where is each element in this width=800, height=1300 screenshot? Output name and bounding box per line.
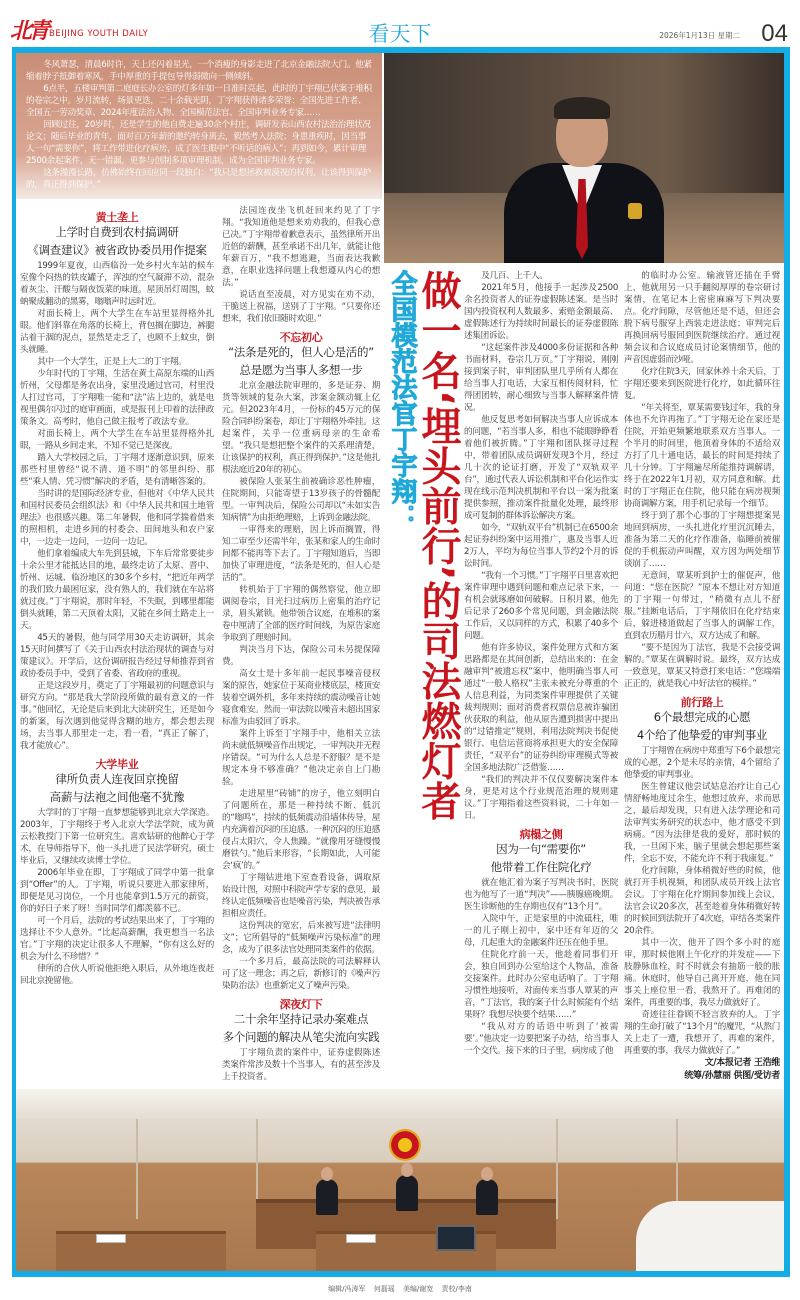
section-subheading: 上学时自费到农村搞调研 [55, 225, 179, 239]
section-subheading: 律所负责人连夜回京挽留 [55, 772, 179, 786]
article-paragraph: 对面长椅上，两个大学生在车站里显得格外扎眼。他们斜靠在角落的长椅上，背包搁在脚边，裤腿沾着干涸的泥点，显然是走乏了，也顾不上蚊虫，倒头就睡。 [20, 309, 214, 355]
article-paragraph: 化疗住院3天，回家休养十余天后，丁宇翔还要来到医院进行化疗，如此循环往复。 [624, 367, 780, 401]
article-paragraph: 化疗间隙，身体稍微好些的时候，他就打开手机视频，和团队成员开线上法官会议。丁宇翔在化疗期间参加线上会议，法官会议20多次，甚至趁着身体稍微好转的时候回到法院开了4次庭，审结各类案件20余件。 [624, 866, 780, 936]
section-subheading: 6个最想完成的心愿 [653, 710, 751, 724]
byline: 统筹/孙慧丽 供图/受访者 [684, 1071, 780, 1081]
article-paragraph: “这起案件涉及4000多份证据和各种书面材料，卷宗几万页。”丁宇翔说，刚刚接到案子时，审判团队里几乎所有人都在给当事人打电话，大家互相传阅材料，忙得团团转，耐心细致与当事人解释案件情况。 [464, 343, 618, 413]
weekday-text: 星期二 [717, 31, 740, 40]
article-paragraph: 2006年毕业在即，丁宇翔成了同学中第一批拿到“Offer”的人。丁宇翔，听说只要进入那家律所，即便是见习岗位，一个月也能拿到1.5万元的薪资，你的好日子来了呀！当时同学们都羡慕不已。 [20, 868, 214, 914]
article-paragraph: 律所的合伙人听说他拒绝入职后，从外地连夜赶回北京挽留他。 [20, 964, 214, 986]
headline-title: 做一名‘埋头前行’的司法燃灯者 [415, 270, 461, 821]
article-paragraph: 2021年5月，他接手一起涉及2500余名投资者人的证券虚假陈述案。是当时国内投资权利人数最多、索赔金额最高、虚假陈述行为持续时间最长的证券虚假陈述集团诉讼。 [464, 283, 618, 341]
section-subheading: 高薪与法袍之间他毫不犹豫 [49, 789, 185, 804]
article-paragraph: 的临时办公室。输液管还插在手臂上，他就用另一只手翻阅厚厚的卷宗研讨案情，在笔记本上密密麻麻写下判决要点。化疗间隙，尽管他还是不适，但还会脱下病号服穿上西装走进法庭；审判完后再换回病号服回到医院继续治疗。通过视频会议和合议庭成员讨论案情细节，他的声音因虚弱而沙哑。 [624, 271, 780, 365]
article-paragraph: “年关将至，覃某需要钱过年，我的身体也不允许再拖了。”丁宇翔无论在家还是住院，开始更频繁地联系双方当事人。一个半月的时间里，他顶着身体的不适给双方打了几十通电话，最长的时间是持续了几十分钟。丁宇翔遍尽所能推持调解请，终于在2022年1月初，双方同意和解。此时的丁宇翔正在住院，他只能在病房视频协商调解方案，用手机记录每一个细节。 [624, 403, 780, 509]
right-border [784, 47, 790, 1277]
credit-proofreader: 责校/李南 [441, 1285, 472, 1293]
article-paragraph: 他有许多协议，案件处理方式和方案思路都是在其间创新，总结出来的：在金融审判“被遗忘权”案中，他明确当事人可通过“一般人格权”主张未被充分尊重的个人信息利益，为同类案件审理提供了关键裁判规则；面对消费者权票信息被诈骗团伙获取的利益，他从原告遭到损害中提出的“过错推定”规则，利用法院判决书促使银行、电信运营商将承担更大的安全保障责任，“双平台”的证券纠纷审理模式等被全国多地法院广泛借鉴…… [464, 643, 618, 773]
section-subheading: 二十余年坚持记录办案难点 [233, 1012, 369, 1026]
article-paragraph: 及几百、上千人。 [481, 271, 548, 281]
logo-mark: 北青 [10, 18, 47, 44]
article-paragraph: 高女士是十多年前一起民事噪音侵权案的原告，她家位于某商业楼底层，楼顶安装着空调外机，多年来持续的震动噪音让她寝食难安。然而一审法院以噪音未超出国家标准为由驳回了诉求。 [222, 669, 380, 727]
article-paragraph: 一个多月后，最高法院的司法解释认可了这一理念；再之后，新修订的《噪声污染防治法》也重新定义了噪声污染。 [222, 957, 380, 991]
article-paragraph: 踏入大学校园之后，丁宇翔才逐渐意识到，原来那些村里曾经“说不清、道不明”的邻里纠纷、那些“乘人情、凭习惯”解决的矛盾，是有清晰答案的。 [20, 453, 214, 487]
article-paragraph: 被保险人张某生前被确诊恶性肿瘤，住院期间，只能寄望于13岁孩子的骨髓配型。一审判决后，保险公司却以“未如实告知病情”为由拒绝理赔，上诉到金融法院。 [222, 477, 380, 523]
article-column-3 [464, 270, 618, 1057]
bottom-border [12, 1271, 790, 1277]
section-heading: 深夜灯下 [279, 998, 323, 1011]
page-number: 04 [761, 20, 788, 47]
article-paragraph: “我有一个习惯。”丁宇翔平日里喜欢把案件审理中遇到问题和难点记录下来，一有机会就琢磨如何破解。日积月累，他先后记录了260多个常见问题，到金融法院工作后，又以同样的方式，积累了40多个问题。 [464, 571, 618, 641]
section-subheading: 4个给了他挚爱的审判事业 [636, 727, 768, 742]
article-paragraph: 正是这段岁月，奠定了丁宇翔最初的问题意识与研究方向。“那是我大学阶段所做的最有意义的一件事。”他回忆，无论是后来到北大读研究生，还是如今的新案，每次遇到他觉得含糊的地方，都会想去现场，去当事人那里走一走，看一看，“真正了解了，我才能放心”。 [20, 681, 214, 751]
court-badge-icon [628, 203, 642, 219]
article-paragraph: 住院化疗前一天，他趁着同事们开会，独自回到办公室给这个人物品，准备交接案件。此时办公室电话响了。丁宇翔习惯性地接听，对面传来当事人覃某的声音，“丁法官，我的案子什么时候能有个结果呀？我想尽快要个结果……” [464, 950, 618, 1020]
article-column-1 [20, 205, 214, 987]
credit-editor: 编辑/冯涛军 [328, 1285, 366, 1293]
article-paragraph: 大学时的丁宇翔一直梦想能够到北京大学深造。2003年，丁宇翔终于考入北京大学法学院，成为黄云松教授门下第一位研究生。喜欢钻研的他醉心于学术，在导师指导下，他一头扎进了民法学研究，硕士毕业后，又继续攻读博士学位。 [20, 808, 214, 866]
section-heading: 不忘初心 [279, 331, 323, 344]
section-subheading: 因为一句“需要你” [496, 842, 586, 856]
article-paragraph: “我从对方的话语中听到了‘被需要’。”他决定一边要把案子办结，给当事人一个交代。接下来的日子里，病房成了他 [464, 1022, 618, 1056]
article-paragraph: 法园连夜坐飞机赶回来约见了丁宇翔。“我知道他是想来劝劝我的，但我心意已决。”丁宇翔带着歉意表示，虽然律所开出近倍的薪酬，甚至承诺不出几年，就能让他年薪百万，“我不想逃避，当面表达我歉意，在职业选择问题上我想遵从内心的想法。” [222, 206, 380, 288]
headline-kicker: 全国模范法官丁宇翔： [387, 270, 417, 530]
article-paragraph: 其中一个大学生，正是上大二的丁宇翔。 [37, 357, 187, 367]
section-subheading: “法条是死的，但人心是活的” [228, 345, 374, 359]
article-paragraph: 终于到了那个心事的丁宇翔想提案晃地回到病房，一头扎进化疗里沉沉睡去，准备为第二天的化疗作准备，临睡前被催促的手机振动声叫醒，双方因为两处细节谈崩了…… [624, 511, 780, 569]
section-subheading: 总是愿为当事人多想一步 [239, 362, 363, 377]
byline: 文/本报记者 王浩维 [704, 1058, 780, 1068]
article-paragraph: 无意间，覃某听到护士的催促声，他问道：“您在医院？”原本不想让对方知道的丁宇翔一句带过，“稍微有点儿不舒服。”挂断电话后，丁宇翔依旧在化疗结束后，躲进楼道做起了当事人的调解工作，直到农历腊月廿六，双方达成了和解。 [624, 571, 780, 641]
article-paragraph: 医生曾建议他尝试姑息治疗让自己心情舒畅地度过余生，他想过放弃，求而思之，最后却发现，只有进入法学理论和司法审判实务研究的状态中，他才感受不到病痛。“因为法律是我的爱好，那时候的我，一旦闲下来，脑子里就会想起那些案件，全忘不安，不能允许不利于我康复。” [624, 782, 780, 864]
article-paragraph: 对面长椅上，两个大学生在车站里显得格外扎眼，一路从乡间走来，不知不觉已是深夜。 [20, 429, 214, 451]
page-credits [0, 1284, 800, 1294]
intro-paragraph: 冬风萧瑟，清晨6时许，天上还闪着星光，一个消瘦的身影走进了北京金融法院大门。他紧缩着脖子抵御着寒风，手中厚重的手提包导得弱微向一侧倾斜。 [26, 60, 372, 82]
intro-paragraph: 6点半，五楼审判第二庭庭长办公室的灯多年如一日准时亮起，此时的丁宇翔已伏案于堆积的卷宗之中。岁月流转，场景更迭，二十余载光阴，丁宇翔获得诸多荣誉：全国先进工作者、全国五一劳动奖章、2024年度法治人物、全国模范法官、全国审判业务专家…… [26, 84, 372, 118]
section-heading: 黄土垄上 [95, 211, 139, 224]
article-paragraph: “要不是因为丁法官，我是不会接受调解的。”覃某在调解时说。最终，双方达成一致意见，覃某又特意打来电话：“您端端正正的，就是我心中好法官的模样。” [624, 643, 780, 689]
article-paragraph: 少年时代的丁宇翔，生活在黄土高原东端的山西忻州，父母都是务农出身，家里没通过官司，村里没人打过官司，丁宇翔唯一能和“法”沾上边的，就是电视里偶尔闪过的庭审画面，或是报刊上印着的法律政策条文。高考时，他自己做主报考了政法专业。 [20, 369, 214, 427]
article-paragraph: 就在他汇着为案子写判决书时，医院也为他写了一道“判决”——胰腺癌晚期。医生诊断他的生存期也仅有“13个月”。 [464, 878, 618, 912]
article-paragraph: 判决当月下达，保险公司未另提保障费。 [222, 645, 380, 667]
national-emblem-icon [389, 1129, 421, 1161]
article-paragraph: 当时讲的是国际经济专业，但他对《中华人民共和国村民委员会组织法》和《中华人民共和国土地管理法》也很感兴趣。第二年暑假，他和同学揣着借来的照相机，走进乡间的村委会、田间地头和农户家中，一边走一边问，一边问一边记。 [20, 489, 214, 547]
intro-paragraph: 这条漫漫长路，仿佛始终在回应同一段独白：“我只是想拯救被漠视的权利，让该得到保护的，真正得到保护。” [26, 168, 371, 190]
section-heading: 大学毕业 [95, 758, 139, 771]
section-subheading: 多个问题的解决从笔尖流向实践 [222, 1029, 380, 1044]
article-paragraph: 丁宇翔负责的案件中，证券虚假陈述类案件常涉及数十个当事人，有的甚至涉及上千投资者。 [222, 1048, 380, 1082]
credit-editor-2: 何磊瑶 [373, 1285, 395, 1293]
credit-designer: 美编/谢宽 [402, 1285, 434, 1293]
article-paragraph: 45天的暑假，他与同学用30天走访调研，其余15天时间撰写了《关于山西农村法治现状的调查与对策建议》。开学后，这份调研报告经过导师推荐到省政协委员手中，受到了省委、省政府的重视。 [20, 633, 214, 679]
intro-paragraph: 回顾过往，20岁时，还是学生的他自费走遍30余个村庄，调研发表山西农村法治治理状况论文；随后毕业的青年，面对百万年薪的邀约转身离去，毅然考入法院；身患重疾时，因当事人一句“需要你”，将工作带进化疗病房，成了医生眼中“不听话的病人”；再到如今，累计审理2500余起案件，无一错漏，更参与创制多项审理机制，成为全国审判业务专家。 [26, 120, 371, 166]
section-heading: 前行路上 [680, 696, 724, 709]
article-paragraph: 转机始于丁宇翔的偶然察觉，他立即调阅卷宗，目光扫过病历上密集的治疗记录，眉头紧锁。他带领合议庭，在堆积的案卷中厘清了全部的医疗时间线，为原告家庭争取到了理赔时间。 [222, 585, 380, 643]
article-paragraph: 这份判决的宽宏，后来被写进“法律明文”；它所倡导的“低频噪声污染标准”的理念，成为了很多法官处理同类案件的依据。 [222, 921, 380, 955]
courtroom-photo [16, 1089, 784, 1271]
article-paragraph: 1999年夏夜，山西临汾一处乡村火车站的候车室像个闷热的铁皮罐子，浑浊的空气凝滞不动，混杂着灰尘、汗酸与隔夜饭菜的味道。屋顶吊灯周围，蚊蚋聚成翻动的黑雾，嗡嗡声时远时近。 [20, 261, 214, 307]
article-column-2 [222, 205, 380, 1083]
article-paragraph: 说话直至凌晨，对方见实在劝不动，干脆送上祝福，送别了丁宇翔。“只要你还想来，我们依旧随时欢迎。” [222, 290, 380, 324]
section-heading: 病榻之侧 [519, 828, 563, 841]
article-paragraph: 其中一次，他开了四个多小时的庭审，那时候他刚上午化疗的并发症——下肢静脉血栓，时不时就会有抽筋一般的胀痛。休庭时，他导自己离开开庭，他在同事关上座位里一看，我熬开了。再难闭的案件，再重要的事，我尽力做就好了。 [624, 938, 780, 1008]
article-paragraph: 奇迹往往眷顾不轻言放弃的人。丁宇翔的生命打破了“13个月”的魔咒，“从熬门关上走了一遭，我想开了，再难的案件，再重要的事，我尽力做就好了。” [624, 1010, 780, 1056]
article-paragraph: 他反复思考如何解决当事人应诉成本的问题，“若当事人多，相也不能眼睁睁看着他们被折腾。”丁宇翔和团队探寻过程中，带着团队成员调研发现3个月，经过几十次的论证打磨，开发了“双轨双平台”，通过代表人诉讼机制和平台化运作实现在线示范判决机制和平台以一案为批案提供参照，推动案件批量化处理，最终形成可复制的群体诉讼解决方案。 [464, 415, 618, 521]
article-paragraph: 丁宇翔曾在病房中郑重写下6个最想完成的心愿，2个是未尽的亲情，4个留给了他挚爱的审判事业。 [624, 746, 780, 780]
date-text: 2026年1月13日 [659, 31, 716, 40]
masthead-logo [10, 14, 148, 45]
article-paragraph: 如今，“双轨双平台”机制已在6500余起证券纠纷案中运用推广，惠及当事人近2万人，平均为每位当事人节约2个月的诉讼时间。 [464, 523, 618, 569]
article-paragraph: 可一个月后，法院的考试结果出来了，丁宇翔的选择让不少人意外。“比起高薪酬，我更想当一名法官。”丁宇翔的决定让很多人不理解，“你有这么好的机会为什么不珍惜？” [20, 916, 214, 962]
article-paragraph: 案件上诉至丁宇翔手中，他相关立法尚未就低频噪音作出规定，一审判决并无程序错误。“可为什么人总是不舒服？是不是规定本身不够准确？”他决定亲自上门勘验。 [222, 729, 380, 787]
article-column-4 [624, 270, 780, 1083]
issue-date [659, 30, 740, 41]
intro-box [16, 53, 382, 199]
article-paragraph: 丁宇翔钻进地下室查看设备，调取原始设计图，对照中科院声学专家的意见，最终认定低频噪音也是噪音污染，判决被告承担相应责任。 [222, 873, 380, 919]
article-paragraph: 北京金融法院审理的，多是证券、期货等领域的复杂大案，涉案金额动辄上亿元。但2023年4月，一份标的45万元的保险合同纠纷案卷，却让丁宇翔格外牵挂。这起案件，关乎一位重病母亲的生命希望。“我只是想把整个案件的关系理清楚，让该保护的权利，真正得到保护。”这是他扎根法庭近20年的初心。 [222, 381, 380, 475]
article-paragraph: “我们的判决并不仅仅要解决案件本身，更是对这个行业规范治理的规则建议。”丁宇翔指着这些资料说，二十年如一日。 [464, 775, 618, 821]
section-title: 看天下 [368, 22, 432, 46]
article-paragraph: 走进屋里“砖铺”的房子，他立刻明白了问题所在，那是一种持续不断、低沉的“嗡鸣”，持续的低频震动沿墙体传导，屋内充满着沉闷的压迫感。一种沉闷的压迫感侵占太阳穴，令人焦躁。“就像用牙缝慢慢磨铁勺。”他后来形容，“长期如此，人可能会‘疯’的。” [222, 789, 380, 871]
section-subheading: 《调查建议》被省政协委员用作提案 [27, 242, 207, 257]
section-subheading: 他带着工作住院化疗 [490, 859, 592, 874]
logo-english: BEIJING YOUTH DAILY [49, 29, 149, 39]
article-paragraph: 一审得来的理赔，因上诉而搁置，得知二审至少还需半年，张某和家人的生命时间都不能再等下去了。丁宇翔知道后，当即加快了审理进度，“法条是死的，但人心是活的”。 [222, 525, 380, 583]
article-paragraph: 他们拿着编成大车先到县城，下车后常常要徒步十余公里才能抵达目的地，最终走访了太原、晋中、忻州、运城、临汾地区的30多个乡村，“把近年两学的我们致力最困厄家，没有熟人的，我们就在车站将就过夜。”丁宇翔说，那时年轻，不失眠，到哪里都能倒头就睡，第二天顶着太阳，又能在乡间土路走上一天。 [20, 549, 214, 631]
judge-portrait-photo [384, 53, 784, 263]
article-paragraph: 入院中午，正是家里的中流砥柱，唯一的儿子刚上初中，家中还有年迈的父母，几起重大的金融案件还压在他手里。 [464, 914, 618, 948]
